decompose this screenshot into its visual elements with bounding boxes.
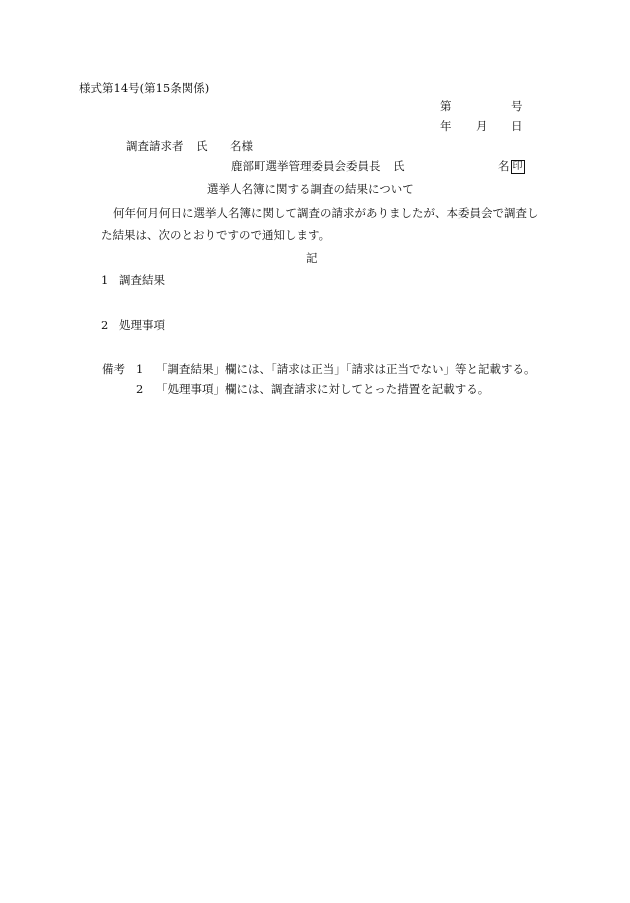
sender-mei: [498, 158, 525, 174]
item-2-label: 処理事項: [119, 318, 165, 332]
remark-2-num: 2: [136, 382, 144, 396]
number-dai: 第: [440, 99, 452, 113]
date-month: 月: [476, 119, 488, 133]
date-day: 日: [511, 119, 523, 133]
item-2-num: 2: [101, 318, 109, 332]
remarks-label: 備考: [102, 362, 125, 376]
sender-shi: 氏: [393, 159, 405, 173]
subject: 選挙人名簿に関する調査の結果について: [207, 182, 414, 196]
sender-org: 鹿部町選挙管理委員会委員長: [231, 159, 381, 173]
form-label: 様式第14号(第15条関係): [79, 81, 210, 95]
remark-1-text: 「調査結果」欄には、「請求は正当」「請求は正当でない」等と記載する。: [156, 362, 536, 376]
addressee-shi: 氏: [196, 139, 208, 153]
number-gou: 号: [511, 99, 523, 113]
remark-1-num: 1: [136, 362, 144, 376]
addressee-title: 調査請求者: [126, 139, 184, 153]
item-1-label: 調査結果: [119, 273, 165, 287]
ki-heading: 記: [306, 251, 318, 265]
sender-mei-text: 名: [498, 159, 510, 173]
date-year: 年: [440, 119, 452, 133]
item-1-num: 1: [101, 273, 109, 287]
seal-mark: 印: [512, 161, 523, 172]
addressee-mei-sama: 名様: [230, 139, 253, 153]
remark-2-text: 「処理事項」欄には、調査請求に対してとった措置を記載する。: [156, 382, 490, 396]
body-line-2: た結果は、次のとおりですので通知します。: [101, 228, 331, 242]
body-line-1: 何年何月何日に選挙人名簿に関して調査の請求がありましたが、本委員会で調査し: [113, 206, 539, 220]
